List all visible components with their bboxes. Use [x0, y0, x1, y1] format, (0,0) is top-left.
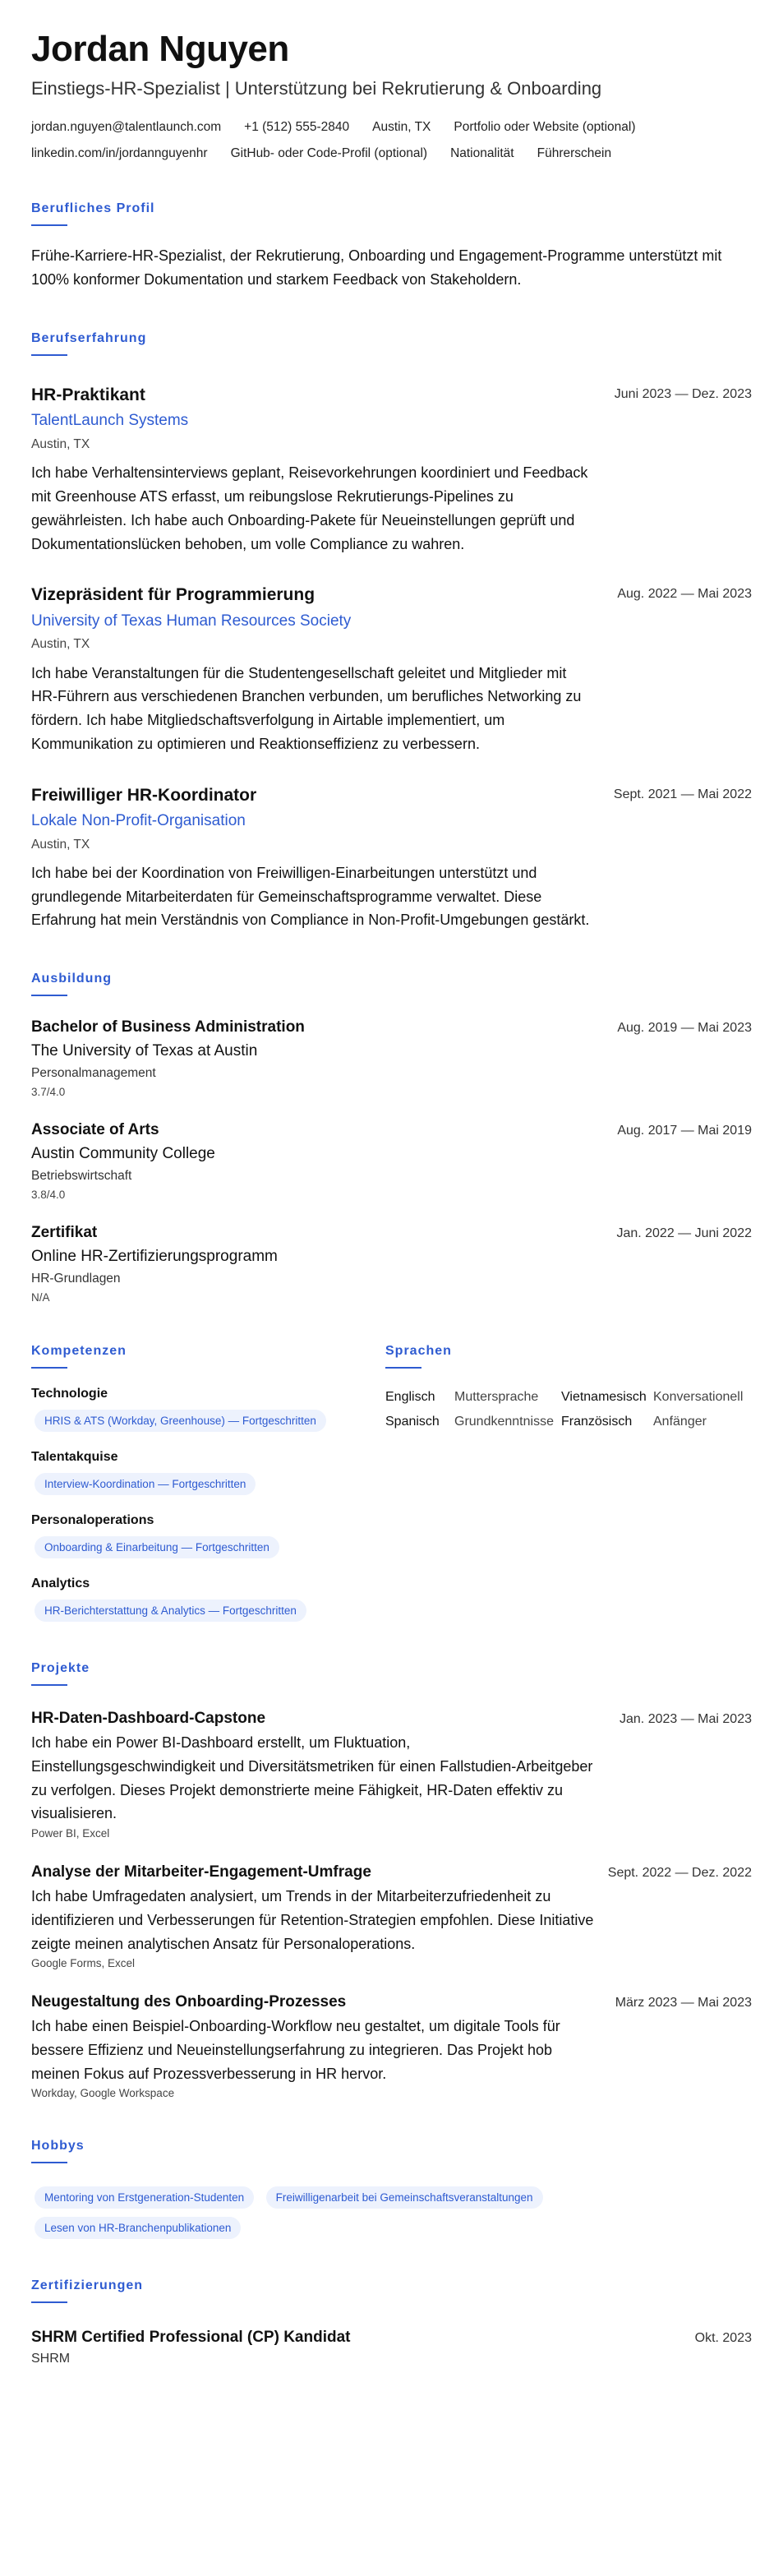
contact-location: Austin, TX	[372, 120, 431, 135]
skill-group	[31, 1450, 385, 1495]
experience-description: Ich habe Veranstaltungen für die Studentengesellschaft geleitet und Mitglieder mit HR-Führern aus verschiedenen Branchen verbunden, um berufliches Networking zu fördern. Ich habe Mitgliedschaftsverfolgung in Airtable implementiert, um Kommunikation zu optimieren und Reaktionseffizienz zu verbessern.	[31, 664, 582, 752]
project-title: Analyse der Mitarbeiter-Engagement-Umfrage	[31, 1863, 371, 1881]
education-field: Betriebswirtschaft	[31, 1168, 132, 1183]
project-tools: Power BI, Excel	[31, 1827, 110, 1840]
project-dates: Sept. 2022 — Dez. 2022	[607, 1866, 752, 1881]
section-title: Sprachen	[385, 1344, 452, 1359]
section-title: Zertifizierungen	[31, 2278, 144, 2293]
certification-item	[31, 2328, 752, 2366]
languages-grid	[385, 1390, 752, 1429]
section-divider	[31, 1684, 67, 1686]
experience-dates: Sept. 2021 — Mai 2022	[613, 787, 752, 801]
skill-pill: Onboarding & Einarbeitung — Fortgeschritten	[35, 1536, 279, 1558]
skill-pill: HRIS & ATS (Workday, Greenhouse) — Fortgeschritten	[35, 1410, 326, 1432]
certification-issuer: SHRM	[31, 2352, 71, 2366]
experience-item	[31, 584, 752, 755]
section-title: Projekte	[31, 1661, 90, 1676]
education-degree: Zertifikat	[31, 1224, 98, 1242]
hobby-pill: Mentoring von Erstgeneration-Studenten	[35, 2186, 254, 2209]
section-divider	[385, 1367, 421, 1369]
skill-category: Technologie	[31, 1387, 108, 1401]
section-title: Hobbys	[31, 2139, 85, 2154]
experience-description: Ich habe Verhaltensinterviews geplant, Reisevorkehrungen koordiniert und Feedback mit Greenhouse ATS erfasst, um reibungslose Rekrutierungs-Pipelines zu gewährleisten. Ich habe auch Onboarding-Pakete für Neueinstellungen geprüft und Dokumentationslücken behoben, um volle Compliance zu wahren.	[31, 464, 588, 552]
experience-location: Austin, TX	[31, 837, 90, 852]
education-degree: Bachelor of Business Administration	[31, 1018, 305, 1036]
language-level: Konversationell	[653, 1390, 744, 1405]
headline: Einstiegs-HR-Spezialist | Unterstützung bei Rekrutierung & Onboarding	[31, 77, 602, 99]
contact-linkedin[interactable]: linkedin.com/in/jordannguyenhr	[31, 145, 208, 160]
experience-organization: TalentLaunch Systems	[31, 412, 189, 430]
education-dates: Aug. 2019 — Mai 2023	[617, 1021, 752, 1036]
education-dates: Aug. 2017 — Mai 2019	[617, 1124, 752, 1138]
contact-github[interactable]: GitHub- oder Code-Profil (optional)	[230, 145, 428, 160]
language-name: Spanisch	[385, 1415, 440, 1429]
experience-title: Freiwilliger HR-Koordinator	[31, 785, 257, 805]
skill-category: Analytics	[31, 1577, 90, 1591]
languages-section	[385, 1344, 752, 1622]
experience-section	[31, 331, 752, 932]
education-degree: Associate of Arts	[31, 1121, 159, 1139]
project-description: Ich habe ein Power BI-Dashboard erstellt, um Fluktuation, Einstellungsgeschwindigkeit und Diversitätsmetriken für einen Fallstudien-Arbeitgeber zu verfolgen. Dieses Projekt demonstrierte meine Fähigkeit, HR-Daten effektiv zu visualisieren.	[31, 1734, 593, 1822]
contact-nationality: Nationalität	[450, 145, 514, 160]
experience-item	[31, 784, 752, 933]
skill-group	[31, 1387, 385, 1432]
section-divider	[31, 2162, 67, 2163]
education-gpa: 3.8/4.0	[31, 1188, 66, 1201]
experience-location: Austin, TX	[31, 637, 90, 652]
skill-pill: Interview-Koordination — Fortgeschritten	[35, 1473, 256, 1495]
project-title: HR-Daten-Dashboard-Capstone	[31, 1710, 266, 1728]
skill-group	[31, 1513, 385, 1558]
experience-description: Ich habe bei der Koordination von Freiwilligen-Einarbeitungen unterstützt und grundlegende Mitarbeiterdaten für Gemeinschaftsprogramme verwaltet. Diese Erfahrung hat mein Verständnis von Compliance in Non-Profit-Umgebungen gestärkt.	[31, 864, 590, 929]
language-level: Muttersprache	[454, 1390, 539, 1405]
experience-item	[31, 384, 752, 556]
section-title: Berufliches Profil	[31, 201, 155, 216]
experience-dates: Aug. 2022 — Mai 2023	[617, 587, 752, 602]
section-divider	[31, 224, 67, 226]
section-divider	[31, 354, 67, 356]
skill-category: Personaloperations	[31, 1513, 154, 1528]
section-title: Berufserfahrung	[31, 331, 147, 346]
education-field: HR-Grundlagen	[31, 1271, 121, 1286]
project-description: Ich habe einen Beispiel-Onboarding-Workflow neu gestaltet, um digitale Tools für bessere Effizienz und Neueinstellungserfahrung zu integrieren. Das Projekt hob meinen Fokus auf Prozessverbesserung in HR hervor.	[31, 2018, 560, 2082]
project-tools: Workday, Google Workspace	[31, 2087, 175, 2100]
projects-section	[31, 1661, 752, 2099]
section-divider	[31, 995, 67, 996]
language-name: Englisch	[385, 1390, 435, 1405]
education-school: Austin Community College	[31, 1144, 215, 1162]
language-name: Vietnamesisch	[561, 1390, 647, 1405]
contact-portfolio[interactable]: Portfolio oder Website (optional)	[454, 120, 636, 135]
project-title: Neugestaltung des Onboarding-Prozesses	[31, 1993, 347, 2011]
hobby-list	[31, 2178, 656, 2239]
hobby-pill: Freiwilligenarbeit bei Gemeinschaftsveranstaltungen	[266, 2186, 543, 2209]
candidate-name: Jordan Nguyen	[31, 29, 289, 69]
profile-section	[31, 201, 752, 292]
language-level: Grundkenntnisse	[454, 1415, 554, 1429]
education-section	[31, 972, 752, 1304]
project-description: Ich habe Umfragedaten analysiert, um Trends in der Mitarbeiterzufriedenheit zu identifizieren und Verbesserungen für Retention-Strategien empfohlen. Diese Initiative zeigte meinen analytischen Ansatz für Personaloperations.	[31, 1887, 594, 1952]
education-field: Personalmanagement	[31, 1065, 156, 1080]
education-gpa: N/A	[31, 1290, 50, 1304]
project-dates: März 2023 — Mai 2023	[615, 1996, 752, 2010]
education-item	[31, 1120, 752, 1202]
project-item	[31, 1992, 752, 2099]
project-item	[31, 1709, 752, 1840]
skills-languages-row	[31, 1344, 752, 1622]
contact-license: Führerschein	[537, 145, 612, 160]
hobby-pill: Lesen von HR-Branchenpublikationen	[35, 2217, 241, 2239]
section-divider	[31, 1367, 67, 1369]
section-title: Ausbildung	[31, 972, 112, 986]
experience-location: Austin, TX	[31, 437, 90, 452]
certification-title: SHRM Certified Professional (CP) Kandidat	[31, 2329, 351, 2347]
project-dates: Jan. 2023 — Mai 2023	[619, 1712, 752, 1727]
education-gpa: 3.7/4.0	[31, 1085, 66, 1098]
section-divider	[31, 2301, 67, 2303]
education-item	[31, 1018, 752, 1099]
skills-section	[31, 1344, 385, 1622]
profile-summary: Frühe-Karriere-HR-Spezialist, der Rekrutierung, Onboarding und Engagement-Programme unterstützt mit 100% konformer Dokumentation und starkem Feedback von Stakeholdern.	[31, 247, 722, 289]
education-school: Online HR-Zertifizierungsprogramm	[31, 1248, 278, 1266]
contact-bar	[31, 118, 752, 162]
certifications-section	[31, 2278, 752, 2366]
education-school: The University of Texas at Austin	[31, 1041, 258, 1059]
experience-title: HR-Praktikant	[31, 385, 145, 405]
education-item	[31, 1223, 752, 1304]
language-name: Französisch	[561, 1415, 633, 1429]
experience-organization: Lokale Non-Profit-Organisation	[31, 812, 246, 829]
experience-title: Vizepräsident für Programmierung	[31, 585, 316, 605]
project-item	[31, 1863, 752, 1969]
contact-email[interactable]: jordan.nguyen@talentlaunch.com	[31, 120, 222, 135]
skill-group	[31, 1577, 385, 1622]
skill-category: Talentakquise	[31, 1450, 118, 1465]
experience-organization: University of Texas Human Resources Society	[31, 612, 352, 630]
skill-pill: HR-Berichterstattung & Analytics — Fortgeschritten	[35, 1600, 306, 1622]
section-title: Kompetenzen	[31, 1344, 127, 1359]
project-tools: Google Forms, Excel	[31, 1957, 136, 1970]
language-level: Anfänger	[653, 1415, 707, 1429]
experience-dates: Juni 2023 — Dez. 2023	[614, 387, 752, 402]
contact-phone[interactable]: +1 (512) 555-2840	[244, 120, 350, 135]
certification-date: Okt. 2023	[694, 2331, 752, 2346]
education-dates: Jan. 2022 — Juni 2022	[616, 1226, 752, 1241]
hobbies-section	[31, 2139, 752, 2239]
